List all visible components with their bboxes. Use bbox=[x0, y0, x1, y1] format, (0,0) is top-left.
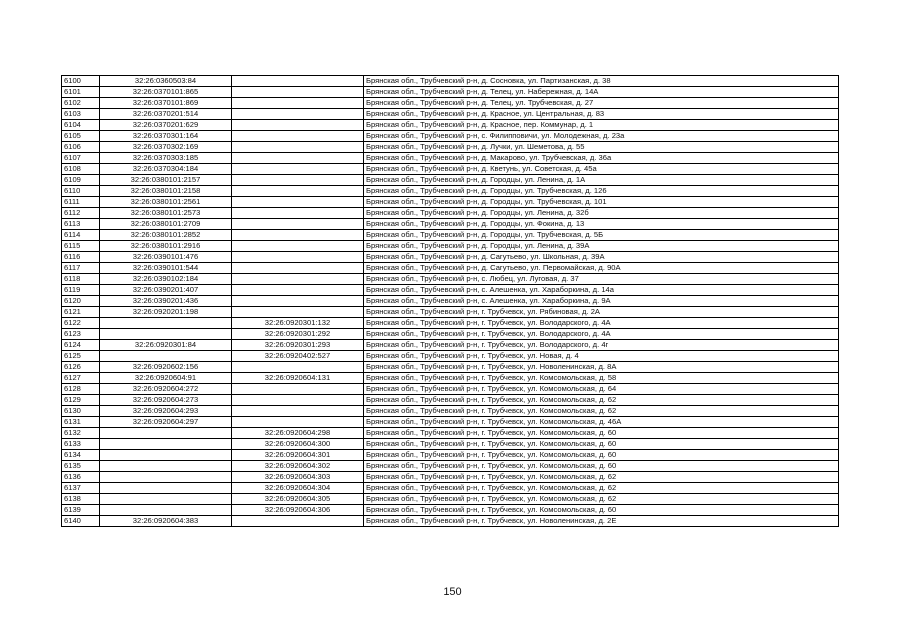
cadastral-number-cell: 32:26:0920604:383 bbox=[100, 516, 232, 527]
cadastral-number-2-cell bbox=[232, 516, 364, 527]
address-cell: Брянская обл., Трубчевский р-н, г. Трубчевск, ул. Володарского, д. 4А bbox=[364, 329, 839, 340]
row-number-cell: 6117 bbox=[62, 263, 100, 274]
cadastral-number-2-cell bbox=[232, 362, 364, 373]
address-cell: Брянская обл., Трубчевский р-н, г. Трубчевск, ул. Комсомольская, д. 60 bbox=[364, 428, 839, 439]
table-row bbox=[62, 131, 839, 142]
cadastral-number-cell: 32:26:0380101:2561 bbox=[100, 197, 232, 208]
row-number-cell: 6123 bbox=[62, 329, 100, 340]
table-row bbox=[62, 230, 839, 241]
cadastral-number-cell: 32:26:0390101:544 bbox=[100, 263, 232, 274]
cadastral-number-cell: 32:26:0390101:476 bbox=[100, 252, 232, 263]
cadastral-number-2-cell bbox=[232, 142, 364, 153]
table-row bbox=[62, 329, 839, 340]
address-cell: Брянская обл., Трубчевский р-н, г. Трубчевск, ул. Володарского, д. 4А bbox=[364, 318, 839, 329]
row-number-cell: 6104 bbox=[62, 120, 100, 131]
page-number: 150 bbox=[443, 586, 462, 598]
cadastral-number-2-cell: 32:26:0920301:132 bbox=[232, 318, 364, 329]
cadastral-number-2-cell: 32:26:0920604:298 bbox=[232, 428, 364, 439]
cadastral-number-2-cell: 32:26:0920604:306 bbox=[232, 505, 364, 516]
address-cell: Брянская обл., Трубчевский р-н, г. Трубчевск, ул. Комсомольская, д. 58 bbox=[364, 373, 839, 384]
cadastral-number-cell: 32:26:0390102:184 bbox=[100, 274, 232, 285]
row-number-cell: 6121 bbox=[62, 307, 100, 318]
row-number-cell: 6106 bbox=[62, 142, 100, 153]
cadastral-number-2-cell: 32:26:0920604:304 bbox=[232, 483, 364, 494]
cadastral-number-cell: 32:26:0380101:2709 bbox=[100, 219, 232, 230]
cadastral-number-cell: 32:26:0920604:293 bbox=[100, 406, 232, 417]
cadastral-number-cell bbox=[100, 450, 232, 461]
cadastral-number-cell bbox=[100, 428, 232, 439]
cadastral-number-2-cell bbox=[232, 230, 364, 241]
address-cell: Брянская обл., Трубчевский р-н, д. Городцы, ул. Ленина, д. 32б bbox=[364, 208, 839, 219]
row-number-cell: 6110 bbox=[62, 186, 100, 197]
table-row bbox=[62, 318, 839, 329]
cadastral-number-cell: 32:26:0360503:84 bbox=[100, 76, 232, 87]
cadastral-number-2-cell: 32:26:0920301:293 bbox=[232, 340, 364, 351]
row-number-cell: 6111 bbox=[62, 197, 100, 208]
cadastral-number-cell bbox=[100, 483, 232, 494]
cadastral-number-2-cell: 32:26:0920604:301 bbox=[232, 450, 364, 461]
cadastral-number-2-cell bbox=[232, 208, 364, 219]
table-row bbox=[62, 241, 839, 252]
address-cell: Брянская обл., Трубчевский р-н, г. Трубчевск, ул. Комсомольская, д. 46А bbox=[364, 417, 839, 428]
table-row bbox=[62, 164, 839, 175]
cadastral-number-cell: 32:26:0370201:514 bbox=[100, 109, 232, 120]
table-row bbox=[62, 120, 839, 131]
address-cell: Брянская обл., Трубчевский р-н, с. Любец, ул. Луговая, д. 37 bbox=[364, 274, 839, 285]
cadastral-number-2-cell bbox=[232, 241, 364, 252]
table-row bbox=[62, 461, 839, 472]
table-row bbox=[62, 373, 839, 384]
row-number-cell: 6133 bbox=[62, 439, 100, 450]
row-number-cell: 6128 bbox=[62, 384, 100, 395]
cadastral-number-cell: 32:26:0920604:297 bbox=[100, 417, 232, 428]
cadastral-number-2-cell: 32:26:0920301:292 bbox=[232, 329, 364, 340]
cadastral-number-2-cell: 32:26:0920604:303 bbox=[232, 472, 364, 483]
cadastral-number-cell: 32:26:0370201:629 bbox=[100, 120, 232, 131]
registry-table bbox=[61, 75, 839, 527]
row-number-cell: 6107 bbox=[62, 153, 100, 164]
table-row bbox=[62, 417, 839, 428]
address-cell: Брянская обл., Трубчевский р-н, д. Городцы, ул. Ленина, д. 39А bbox=[364, 241, 839, 252]
cadastral-number-cell: 32:26:0370101:869 bbox=[100, 98, 232, 109]
row-number-cell: 6118 bbox=[62, 274, 100, 285]
table-row bbox=[62, 395, 839, 406]
address-cell: Брянская обл., Трубчевский р-н, с. Алешенка, ул. Хараборкина, д. 14а bbox=[364, 285, 839, 296]
cadastral-number-cell: 32:26:0390201:436 bbox=[100, 296, 232, 307]
address-cell: Брянская обл., Трубчевский р-н, с. Алешенка, ул. Хараборкина, д. 9А bbox=[364, 296, 839, 307]
row-number-cell: 6130 bbox=[62, 406, 100, 417]
table-row bbox=[62, 175, 839, 186]
row-number-cell: 6134 bbox=[62, 450, 100, 461]
table-row bbox=[62, 87, 839, 98]
address-cell: Брянская обл., Трубчевский р-н, д. Городцы, ул. Фокина, д. 13 bbox=[364, 219, 839, 230]
cadastral-number-cell: 32:26:0380101:2852 bbox=[100, 230, 232, 241]
cadastral-number-cell bbox=[100, 461, 232, 472]
row-number-cell: 6136 bbox=[62, 472, 100, 483]
row-number-cell: 6137 bbox=[62, 483, 100, 494]
address-cell: Брянская обл., Трубчевский р-н, д. Городцы, ул. Трубчевская, д. 126 bbox=[364, 186, 839, 197]
row-number-cell: 6125 bbox=[62, 351, 100, 362]
row-number-cell: 6135 bbox=[62, 461, 100, 472]
table-row bbox=[62, 494, 839, 505]
cadastral-number-2-cell: 32:26:0920402:527 bbox=[232, 351, 364, 362]
cadastral-number-cell: 32:26:0370301:164 bbox=[100, 131, 232, 142]
row-number-cell: 6138 bbox=[62, 494, 100, 505]
table-row bbox=[62, 76, 839, 87]
address-cell: Брянская обл., Трубчевский р-н, г. Трубчевск, ул. Комсомольская, д. 62 bbox=[364, 395, 839, 406]
cadastral-number-cell: 32:26:0380101:2916 bbox=[100, 241, 232, 252]
table-row bbox=[62, 274, 839, 285]
address-cell: Брянская обл., Трубчевский р-н, д. Красное, ул. Центральная, д. 83 bbox=[364, 109, 839, 120]
address-cell: Брянская обл., Трубчевский р-н, с. Филипповичи, ул. Молодежная, д. 23а bbox=[364, 131, 839, 142]
row-number-cell: 6100 bbox=[62, 76, 100, 87]
table-row bbox=[62, 208, 839, 219]
cadastral-number-2-cell bbox=[232, 395, 364, 406]
table-row bbox=[62, 153, 839, 164]
table-row bbox=[62, 263, 839, 274]
address-cell: Брянская обл., Трубчевский р-н, д. Сагутьево, ул. Первомайская, д. 90А bbox=[364, 263, 839, 274]
cadastral-number-cell: 32:26:0380101:2573 bbox=[100, 208, 232, 219]
row-number-cell: 6126 bbox=[62, 362, 100, 373]
cadastral-number-2-cell bbox=[232, 175, 364, 186]
address-cell: Брянская обл., Трубчевский р-н, д. Городцы, ул. Ленина, д. 1А bbox=[364, 175, 839, 186]
table-row bbox=[62, 406, 839, 417]
cadastral-number-cell: 32:26:0920604:272 bbox=[100, 384, 232, 395]
cadastral-number-cell: 32:26:0920301:84 bbox=[100, 340, 232, 351]
cadastral-number-cell bbox=[100, 318, 232, 329]
cadastral-number-cell: 32:26:0920604:91 bbox=[100, 373, 232, 384]
address-cell: Брянская обл., Трубчевский р-н, д. Сагутьево, ул. Школьная, д. 39А bbox=[364, 252, 839, 263]
table-row bbox=[62, 219, 839, 230]
address-cell: Брянская обл., Трубчевский р-н, д. Городцы, ул. Трубчевская, д. 101 bbox=[364, 197, 839, 208]
table-row bbox=[62, 296, 839, 307]
cadastral-number-2-cell bbox=[232, 98, 364, 109]
cadastral-number-cell bbox=[100, 351, 232, 362]
table-row bbox=[62, 351, 839, 362]
address-cell: Брянская обл., Трубчевский р-н, д. Кветунь, ул. Советская, д. 45а bbox=[364, 164, 839, 175]
cadastral-number-cell: 32:26:0390201:407 bbox=[100, 285, 232, 296]
cadastral-number-2-cell bbox=[232, 296, 364, 307]
row-number-cell: 6113 bbox=[62, 219, 100, 230]
cadastral-number-2-cell: 32:26:0920604:300 bbox=[232, 439, 364, 450]
table-row bbox=[62, 197, 839, 208]
row-number-cell: 6114 bbox=[62, 230, 100, 241]
table-row bbox=[62, 307, 839, 318]
table-row bbox=[62, 142, 839, 153]
table-row bbox=[62, 252, 839, 263]
address-cell: Брянская обл., Трубчевский р-н, г. Трубчевск, ул. Новая, д. 4 bbox=[364, 351, 839, 362]
table-row bbox=[62, 340, 839, 351]
address-cell: Брянская обл., Трубчевский р-н, д. Городцы, ул. Трубчевская, д. 5Б bbox=[364, 230, 839, 241]
table-row bbox=[62, 516, 839, 527]
cadastral-number-cell: 32:26:0380101:2158 bbox=[100, 186, 232, 197]
address-cell: Брянская обл., Трубчевский р-н, д. Красное, пер. Коммунар, д. 1 bbox=[364, 120, 839, 131]
table-row bbox=[62, 483, 839, 494]
cadastral-number-cell: 32:26:0370304:184 bbox=[100, 164, 232, 175]
address-cell: Брянская обл., Трубчевский р-н, г. Трубчевск, ул. Комсомольская, д. 60 bbox=[364, 461, 839, 472]
address-cell: Брянская обл., Трубчевский р-н, г. Трубчевск, ул. Комсомольская, д. 62 bbox=[364, 472, 839, 483]
table-row bbox=[62, 439, 839, 450]
cadastral-number-2-cell: 32:26:0920604:131 bbox=[232, 373, 364, 384]
row-number-cell: 6101 bbox=[62, 87, 100, 98]
cadastral-number-cell: 32:26:0920604:273 bbox=[100, 395, 232, 406]
cadastral-number-2-cell bbox=[232, 120, 364, 131]
row-number-cell: 6127 bbox=[62, 373, 100, 384]
table-row bbox=[62, 285, 839, 296]
cadastral-number-2-cell bbox=[232, 197, 364, 208]
cadastral-number-2-cell bbox=[232, 153, 364, 164]
cadastral-number-2-cell bbox=[232, 186, 364, 197]
table-row bbox=[62, 186, 839, 197]
cadastral-number-2-cell bbox=[232, 76, 364, 87]
row-number-cell: 6105 bbox=[62, 131, 100, 142]
address-cell: Брянская обл., Трубчевский р-н, г. Трубчевск, ул. Комсомольская, д. 62 bbox=[364, 406, 839, 417]
cadastral-number-2-cell: 32:26:0920604:302 bbox=[232, 461, 364, 472]
cadastral-number-cell bbox=[100, 439, 232, 450]
cadastral-number-2-cell: 32:26:0920604:305 bbox=[232, 494, 364, 505]
table-row bbox=[62, 428, 839, 439]
row-number-cell: 6122 bbox=[62, 318, 100, 329]
table-row bbox=[62, 450, 839, 461]
row-number-cell: 6103 bbox=[62, 109, 100, 120]
address-cell: Брянская обл., Трубчевский р-н, д. Сосновка, ул. Партизанская, д. 38 bbox=[364, 76, 839, 87]
cadastral-number-2-cell bbox=[232, 109, 364, 120]
cadastral-number-cell: 32:26:0380101:2157 bbox=[100, 175, 232, 186]
row-number-cell: 6109 bbox=[62, 175, 100, 186]
cadastral-number-2-cell bbox=[232, 384, 364, 395]
table-row bbox=[62, 505, 839, 516]
row-number-cell: 6102 bbox=[62, 98, 100, 109]
address-cell: Брянская обл., Трубчевский р-н, г. Трубчевск, ул. Рябиновая, д. 2А bbox=[364, 307, 839, 318]
table-row bbox=[62, 109, 839, 120]
cadastral-number-2-cell bbox=[232, 417, 364, 428]
address-cell: Брянская обл., Трубчевский р-н, г. Трубчевск, ул. Комсомольская, д. 60 bbox=[364, 505, 839, 516]
row-number-cell: 6119 bbox=[62, 285, 100, 296]
row-number-cell: 6112 bbox=[62, 208, 100, 219]
table-row bbox=[62, 384, 839, 395]
row-number-cell: 6115 bbox=[62, 241, 100, 252]
address-cell: Брянская обл., Трубчевский р-н, г. Трубчевск, ул. Комсомольская, д. 62 bbox=[364, 494, 839, 505]
cadastral-number-2-cell bbox=[232, 87, 364, 98]
address-cell: Брянская обл., Трубчевский р-н, г. Трубчевск, ул. Комсомольская, д. 60 bbox=[364, 439, 839, 450]
row-number-cell: 6129 bbox=[62, 395, 100, 406]
cadastral-number-2-cell bbox=[232, 285, 364, 296]
cadastral-number-cell: 32:26:0370303:185 bbox=[100, 153, 232, 164]
cadastral-number-2-cell bbox=[232, 274, 364, 285]
row-number-cell: 6140 bbox=[62, 516, 100, 527]
cadastral-number-2-cell bbox=[232, 263, 364, 274]
cadastral-number-cell: 32:26:0370302:169 bbox=[100, 142, 232, 153]
cadastral-number-cell bbox=[100, 329, 232, 340]
table-row bbox=[62, 362, 839, 373]
cadastral-number-cell: 32:26:0920201:198 bbox=[100, 307, 232, 318]
cadastral-number-2-cell bbox=[232, 406, 364, 417]
row-number-cell: 6108 bbox=[62, 164, 100, 175]
address-cell: Брянская обл., Трубчевский р-н, г. Трубчевск, ул. Комсомольская, д. 64 bbox=[364, 384, 839, 395]
cadastral-number-cell: 32:26:0920602:156 bbox=[100, 362, 232, 373]
cadastral-number-2-cell bbox=[232, 252, 364, 263]
row-number-cell: 6139 bbox=[62, 505, 100, 516]
cadastral-number-cell bbox=[100, 505, 232, 516]
registry-table-body bbox=[62, 76, 839, 527]
cadastral-number-2-cell bbox=[232, 164, 364, 175]
address-cell: Брянская обл., Трубчевский р-н, г. Трубчевск, ул. Комсомольская, д. 62 bbox=[364, 483, 839, 494]
address-cell: Брянская обл., Трубчевский р-н, д. Телец, ул. Набережная, д. 14А bbox=[364, 87, 839, 98]
cadastral-number-2-cell bbox=[232, 131, 364, 142]
row-number-cell: 6131 bbox=[62, 417, 100, 428]
address-cell: Брянская обл., Трубчевский р-н, д. Телец, ул. Трубчевская, д. 27 bbox=[364, 98, 839, 109]
address-cell: Брянская обл., Трубчевский р-н, д. Лучки, ул. Шеметова, д. 55 bbox=[364, 142, 839, 153]
cadastral-number-cell bbox=[100, 472, 232, 483]
cadastral-number-2-cell bbox=[232, 219, 364, 230]
address-cell: Брянская обл., Трубчевский р-н, г. Трубчевск, ул. Комсомольская, д. 60 bbox=[364, 450, 839, 461]
cadastral-number-cell bbox=[100, 494, 232, 505]
row-number-cell: 6120 bbox=[62, 296, 100, 307]
table-row bbox=[62, 98, 839, 109]
row-number-cell: 6132 bbox=[62, 428, 100, 439]
cadastral-number-cell: 32:26:0370101:865 bbox=[100, 87, 232, 98]
table-row bbox=[62, 472, 839, 483]
address-cell: Брянская обл., Трубчевский р-н, г. Трубчевск, ул. Новоленинская, д. 2Е bbox=[364, 516, 839, 527]
address-cell: Брянская обл., Трубчевский р-н, д. Макарово, ул. Трубчевская, д. 36а bbox=[364, 153, 839, 164]
row-number-cell: 6116 bbox=[62, 252, 100, 263]
cadastral-number-2-cell bbox=[232, 307, 364, 318]
address-cell: Брянская обл., Трубчевский р-н, г. Трубчевск, ул. Новоленинская, д. 8А bbox=[364, 362, 839, 373]
row-number-cell: 6124 bbox=[62, 340, 100, 351]
address-cell: Брянская обл., Трубчевский р-н, г. Трубчевск, ул. Володарского, д. 4г bbox=[364, 340, 839, 351]
